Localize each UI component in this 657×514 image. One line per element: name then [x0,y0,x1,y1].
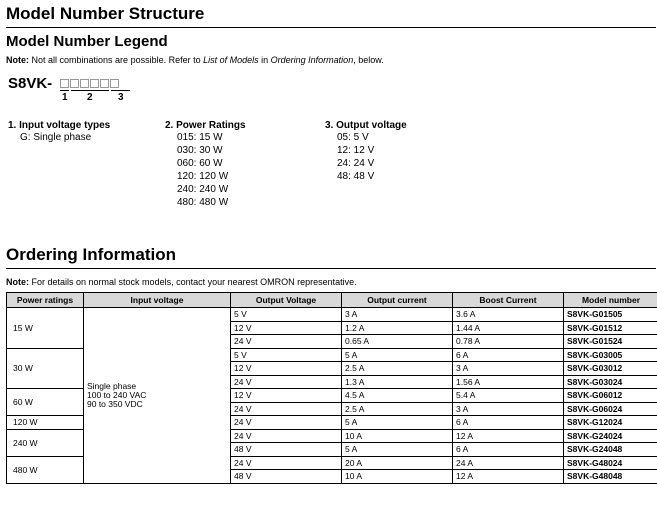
legend-note-text-3: , below. [353,55,384,65]
output-voltage-cell: 12 V [231,362,342,376]
output-current-cell: 3 A [342,308,453,322]
boost-current-cell: 3 A [453,402,564,416]
model-number-cell: S8VK-G12024 [564,416,657,430]
output-current-cell: 2.5 A [342,402,453,416]
boost-current-cell: 6 A [453,416,564,430]
boost-current-cell: 5.4 A [453,389,564,403]
output-voltage-cell: 5 V [231,348,342,362]
power-rating-cell: 30 W [7,348,84,389]
output-voltage-cell: 24 V [231,456,342,470]
legend-title: Model Number Legend [6,33,168,50]
boost-current-cell: 1.56 A [453,375,564,389]
input-voltage-line: 90 to 350 VDC [87,398,143,409]
legend-group-title: 2. Power Ratings [165,120,246,131]
legend-note-text-1: Not all combinations are possible. Refer to [31,55,204,65]
boost-current-cell: 12 A [453,429,564,443]
model-number-cell: S8VK-G01512 [564,321,657,335]
legend-item: 030: 30 W [177,145,223,156]
ordering-note [6,277,357,287]
model-number-cell: S8VK-G03012 [564,362,657,376]
legend-item: 05: 5 V [337,132,369,143]
table-header-row [7,293,657,308]
boost-current-cell: 24 A [453,456,564,470]
legend-note-text-2: in [258,55,271,65]
title-rule [6,27,656,28]
legend-note [6,55,384,65]
power-rating-cell: 240 W [7,429,84,456]
output-voltage-cell: 12 V [231,389,342,403]
model-number-cell: S8VK-G01505 [564,308,657,322]
output-voltage-cell: 24 V [231,402,342,416]
column-header: Output Voltage [231,293,342,308]
output-current-cell: 1.2 A [342,321,453,335]
digit-underline-2 [71,90,109,91]
boost-current-cell: 6 A [453,348,564,362]
model-number-cell: S8VK-G24024 [564,429,657,443]
column-header: Model number [564,293,657,308]
model-number-cell: S8VK-G48024 [564,456,657,470]
table-row [7,308,657,322]
legend-item: 240: 240 W [177,184,229,195]
model-number-cell: S8VK-G24048 [564,443,657,457]
input-voltage-cell [84,308,231,484]
column-header: Boost Current [453,293,564,308]
legend-group-title: 3. Output voltage [325,120,407,131]
legend-item: 480: 480 W [177,197,229,208]
digit-underline-3 [111,90,130,91]
model-number-cell: S8VK-G03005 [564,348,657,362]
ordering-table [6,292,657,484]
legend-group-power-ratings [165,120,246,209]
legend-item: 24: 24 V [337,158,375,169]
placeholder-box [110,79,119,88]
model-number-cell: S8VK-G03024 [564,375,657,389]
legend-item: 48: 48 V [337,171,375,182]
output-current-cell: 5 A [342,416,453,430]
output-current-cell: 0.65 A [342,335,453,349]
model-number-cell: S8VK-G06012 [564,389,657,403]
column-header: Input voltage [84,293,231,308]
output-voltage-cell: 24 V [231,335,342,349]
legend-item: 12: 12 V [337,145,375,156]
placeholder-box [60,79,69,88]
legend-item: 120: 120 W [177,171,229,182]
boost-current-cell: 3.6 A [453,308,564,322]
ordering-title: Ordering Information [6,245,176,264]
output-voltage-cell: 5 V [231,308,342,322]
output-voltage-cell: 48 V [231,443,342,457]
legend-item: G: Single phase [20,132,92,143]
digit-underline-1 [60,90,69,91]
output-voltage-cell: 24 V [231,429,342,443]
boost-current-cell: 12 A [453,470,564,484]
output-voltage-cell: 24 V [231,416,342,430]
legend-group-input-voltage [8,120,110,144]
legend-note-link-models: List of Models [203,55,259,65]
legend-note-label: Note: [6,55,29,65]
output-current-cell: 10 A [342,470,453,484]
input-voltage-line: 100 to 240 VAC [87,389,147,400]
placeholder-box [80,79,89,88]
column-header: Output current [342,293,453,308]
output-current-cell: 2.5 A [342,362,453,376]
output-current-cell: 20 A [342,456,453,470]
boost-current-cell: 0.78 A [453,335,564,349]
legend-group-title: 1. Input voltage types [8,120,111,131]
power-rating-cell: 480 W [7,456,84,483]
placeholder-box [90,79,99,88]
power-rating-cell: 60 W [7,389,84,416]
ordering-note-text: For details on normal stock models, contact your nearest OMRON representative. [31,277,357,287]
model-prefix: S8VK- [8,75,53,92]
model-number-cell: S8VK-G06024 [564,402,657,416]
boost-current-cell: 1.44 A [453,321,564,335]
boost-current-cell: 6 A [453,443,564,457]
output-current-cell: 4.5 A [342,389,453,403]
output-voltage-cell: 24 V [231,375,342,389]
digit-label-1: 1 [62,92,68,103]
model-number-cell: S8VK-G01524 [564,335,657,349]
output-current-cell: 5 A [342,443,453,457]
ordering-note-label: Note: [6,277,29,287]
model-number-cell: S8VK-G48048 [564,470,657,484]
legend-item: 015: 15 W [177,132,223,143]
boost-current-cell: 3 A [453,362,564,376]
legend-item: 060: 60 W [177,158,223,169]
placeholder-box [70,79,79,88]
placeholder-box [100,79,109,88]
output-current-cell: 10 A [342,429,453,443]
digit-label-3: 3 [118,92,124,103]
output-current-cell: 1.3 A [342,375,453,389]
page-title: Model Number Structure [6,4,205,23]
legend-group-output-voltage [325,120,407,183]
power-rating-cell: 15 W [7,308,84,349]
output-current-cell: 5 A [342,348,453,362]
ordering-rule [6,268,656,269]
power-rating-cell: 120 W [7,416,84,430]
output-voltage-cell: 12 V [231,321,342,335]
column-header: Power ratings [7,293,84,308]
legend-note-link-ordering: Ordering Information [270,55,354,65]
output-voltage-cell: 48 V [231,470,342,484]
model-placeholder-boxes [60,79,120,88]
input-voltage-line: Single phase [87,380,137,391]
digit-label-2: 2 [87,92,93,103]
